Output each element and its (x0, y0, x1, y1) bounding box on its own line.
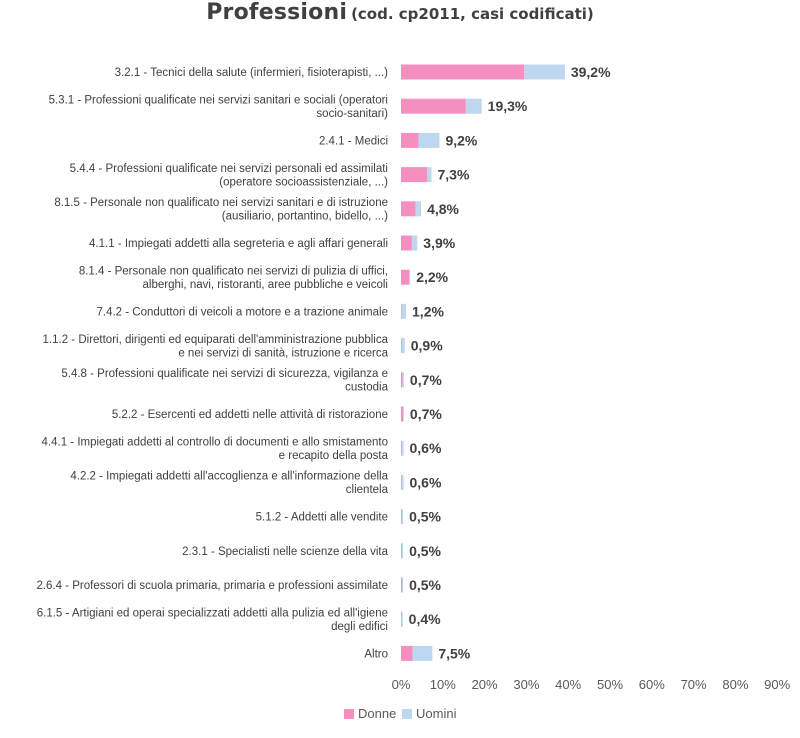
category-label (182, 546, 388, 558)
category-label-line: 7.4.2 - Conduttori di veicoli a motore e a trazione animale (96, 306, 388, 319)
x-tick-label: 70% (680, 677, 707, 692)
category-label (97, 306, 389, 318)
category-label-line: 1.1.2 - Direttori, dirigenti ed equiparati dell'amministrazione pubblica (42, 333, 388, 346)
category-label-line: Altro (364, 648, 388, 661)
category-label-line: 5.4.8 - Professioni qualificate nei servizi di sicurezza, vigilanza e (61, 368, 388, 381)
category-label (37, 607, 388, 633)
category-label-line: 3.2.1 - Tecnici della salute (infermieri, fisioterapisti, ...) (114, 67, 388, 79)
data-label: 7,5% (438, 645, 471, 662)
bar-donne (401, 407, 403, 422)
bar-donne (401, 475, 402, 490)
data-label: 3,9% (423, 235, 456, 251)
category-label (319, 135, 388, 147)
data-label: 0,6% (409, 474, 442, 491)
category-label-line: 5.3.1 - Professioni qualificate nei servizi sanitari e sociali (operatori (48, 94, 388, 107)
bar-uomini (402, 338, 405, 353)
bar-uomini (412, 236, 417, 251)
bar-donne (401, 201, 416, 216)
bar-donne (401, 133, 419, 148)
bar-donne (401, 338, 402, 353)
data-label: 2,2% (416, 269, 449, 286)
category-label (70, 163, 388, 189)
x-tick-label: 40% (555, 677, 582, 692)
category-label (36, 580, 388, 592)
category-label-line: socio-sanitari) (316, 107, 388, 120)
x-tick-label: 30% (513, 677, 540, 692)
bar-donne (401, 441, 402, 456)
data-label: 0,9% (410, 337, 443, 354)
bar-uomini (403, 372, 404, 387)
bar-donne (401, 578, 402, 593)
data-label: 0,4% (408, 611, 441, 628)
category-label-line: (ausiliario, portantino, bidello, ...) (221, 210, 388, 223)
x-tick-label: 90% (764, 677, 791, 692)
data-label: 0,7% (409, 371, 442, 388)
category-label-line: 5.2.2 - Esercenti ed addetti nelle attività di ristorazione (111, 409, 388, 421)
data-label: 1,2% (412, 303, 444, 320)
bar-uomini (403, 407, 404, 422)
legend-label: Uomini (416, 706, 457, 721)
x-tick-label: 80% (722, 677, 749, 692)
bar-donne (401, 236, 412, 251)
bar-donne (401, 612, 402, 627)
data-label: 19,3% (487, 98, 528, 115)
category-label-line: e nei servizi di sanità, istruzione e ricerca (178, 347, 388, 360)
legend-label: Donne (358, 706, 397, 721)
category-label (364, 648, 388, 660)
bar-uomini (419, 133, 440, 148)
category-label-line: 2.4.1 - Medici (318, 135, 388, 148)
category-label (89, 238, 388, 250)
category-label-line: 8.1.5 - Personale non qualificato nei servizi sanitari e di istruzione (54, 197, 388, 210)
bar-uomini (402, 475, 404, 490)
legend-swatch (344, 709, 354, 719)
bar-uomini (413, 646, 433, 661)
x-tick-label: 50% (596, 677, 624, 692)
bar-uomini (402, 578, 403, 593)
bar-uomini (401, 304, 406, 319)
category-label (42, 436, 389, 462)
category-label-line: 6.1.5 - Artigiani ed operai specializzati addetti alla pulizia ed all'igiene (36, 607, 388, 620)
bar-uomini (402, 509, 403, 524)
category-label-line: 4.1.1 - Impiegati addetti alla segreteria e agli affari generali (89, 238, 388, 250)
data-label: 0,5% (409, 508, 442, 525)
bar-uomini (402, 441, 404, 456)
category-label (61, 368, 388, 394)
data-label: 39,2% (570, 64, 611, 80)
data-label: 4,8% (427, 200, 459, 217)
bar-donne (401, 270, 409, 285)
data-label: 7,3% (437, 166, 470, 183)
bar-donne (401, 65, 524, 80)
bar-uomini (402, 543, 403, 558)
category-label (115, 67, 389, 79)
data-label: 0,5% (409, 542, 442, 559)
legend-swatch (402, 709, 412, 719)
category-label-line: 5.1.2 - Addetti alle vendite (255, 511, 388, 524)
category-label (54, 197, 388, 223)
category-label (70, 471, 388, 497)
category-label-line: custodia (345, 381, 388, 394)
data-label: 0,5% (409, 577, 442, 593)
data-label: 0,6% (409, 440, 442, 457)
x-tick-label: 0% (391, 677, 411, 692)
x-tick-label: 60% (638, 677, 665, 692)
x-tick-label: 10% (429, 677, 456, 692)
chart-subtitle: (cod. cp2011, casi codificati) (351, 5, 594, 23)
bar-uomini (402, 612, 403, 627)
bar-donne (401, 509, 402, 524)
category-label-line: e recapito della posta (278, 449, 388, 462)
bar-donne (401, 543, 402, 558)
category-label-line: 5.4.4 - Professioni qualificate nei servizi personali ed assimilati (69, 162, 388, 175)
category-label (112, 409, 388, 421)
category-label-line: 2.3.1 - Specialisti nelle scienze della vita (182, 545, 388, 558)
bar-donne (401, 646, 413, 661)
bar-donne (401, 99, 466, 114)
category-label-line: alberghi, navi, ristoranti, aree pubbliche e veicoli (142, 278, 388, 291)
category-label (256, 512, 388, 524)
x-tick-label: 20% (471, 677, 498, 692)
bar-uomini (416, 201, 421, 216)
category-label-line: 4.2.2 - Impiegati addetti all'accoglienza e all'informazione della (70, 470, 388, 483)
category-label (49, 94, 389, 120)
category-label-line: 4.4.1 - Impiegati addetti al controllo di documenti e allo smistamento (41, 436, 388, 449)
category-label-line: degli edifici (331, 620, 388, 633)
title-wrap (0, 0, 800, 25)
chart-title: Professioni (206, 0, 348, 25)
category-label (79, 265, 388, 291)
bar-uomini (466, 99, 482, 114)
data-label: 0,7% (409, 406, 442, 422)
bar-uomini (409, 270, 410, 285)
bar-donne (401, 167, 427, 182)
bar-uomini (524, 65, 565, 80)
category-label-line: clientela (345, 484, 388, 497)
category-label (43, 334, 389, 360)
bar-donne (401, 372, 403, 387)
bar-uomini (427, 167, 431, 182)
category-label-line: 8.1.4 - Personale non qualificato nei servizi di pulizia di uffici, (78, 265, 388, 278)
data-label: 9,2% (445, 132, 478, 149)
category-label-line: (operatore socioassistenziale, ...) (219, 176, 388, 189)
category-label-line: 2.6.4 - Professori di scuola primaria, primaria e professioni assimilate (36, 580, 388, 592)
